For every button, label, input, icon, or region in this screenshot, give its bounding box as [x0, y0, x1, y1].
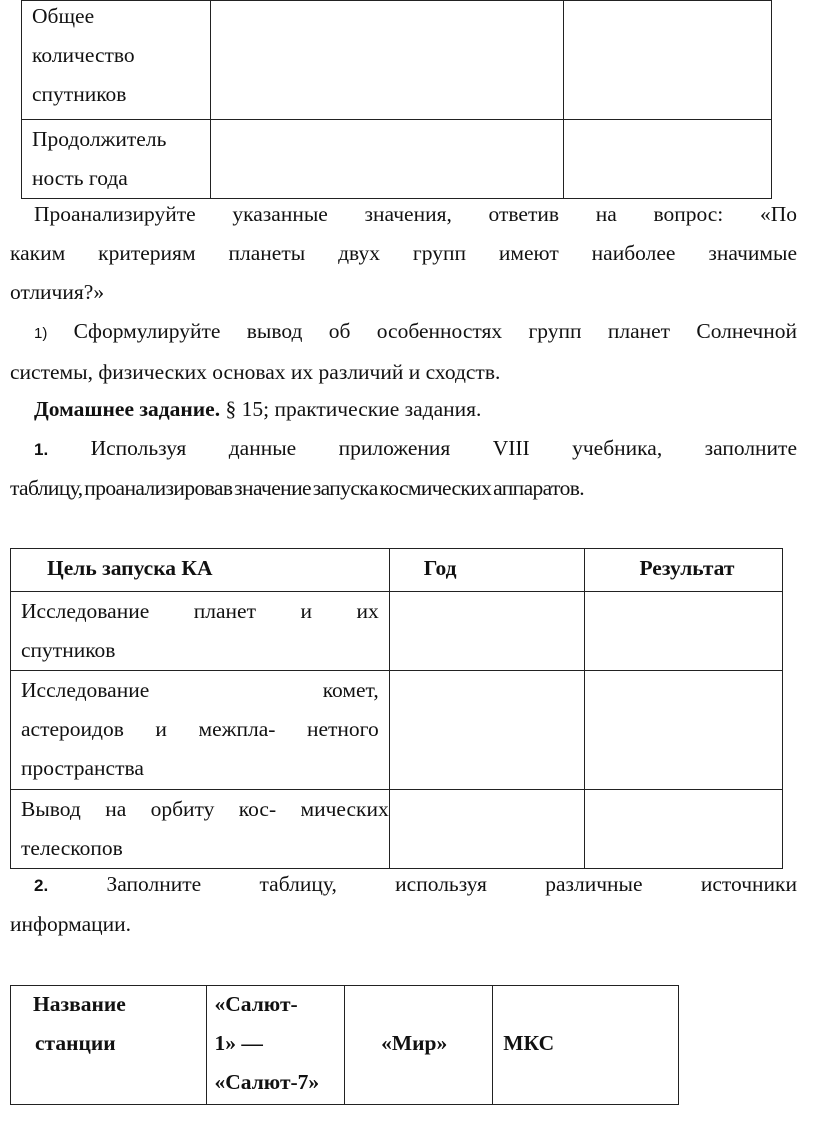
- goal-cell: Исследование планет и их спутников: [11, 592, 390, 671]
- table-row: [11, 790, 783, 869]
- station-cell: «Салют- 1» — «Салют-7»: [206, 986, 345, 1105]
- table-row: [22, 1, 772, 120]
- table-row: [11, 986, 679, 1105]
- row-label: Продолжитель ность года: [32, 127, 167, 190]
- station-cell: «Мир»: [345, 986, 493, 1105]
- goal-cell: Вывод на орбиту кос- мических телескопов: [11, 790, 390, 869]
- station-label-cell: Название станции: [11, 986, 207, 1105]
- empty-cell: [585, 790, 783, 869]
- row-label: Общее количество спутников: [32, 4, 135, 106]
- space-stations-table: [10, 985, 679, 1105]
- row-label-cell: [22, 1, 211, 120]
- task2-paragraph: 2. Заполните таблицу, используя различные источники информации.: [10, 872, 797, 936]
- table-row: [22, 120, 772, 199]
- table-header-row: [11, 549, 783, 592]
- empty-cell: [564, 120, 772, 199]
- task-number: 2.: [34, 876, 49, 895]
- homework-paragraph: Домашнее задание. § 15; практические задания.: [34, 397, 482, 421]
- table-row: [11, 592, 783, 671]
- header-cell: Результат: [585, 549, 783, 592]
- empty-cell: [389, 790, 585, 869]
- header-cell: Год: [389, 549, 585, 592]
- task1-paragraph: 1. Используя данные приложения VIII учебника, заполните таблицу, проанализировав значение запуска космических аппаратов.: [10, 436, 797, 500]
- header-cell: Цель запуска КА: [11, 549, 390, 592]
- station-cell: МКС: [493, 986, 679, 1105]
- empty-cell: [210, 120, 564, 199]
- spacecraft-launch-table: [10, 548, 783, 869]
- empty-cell: [210, 1, 564, 120]
- row-label-cell: [22, 120, 211, 199]
- homework-label: Домашнее задание.: [34, 397, 221, 421]
- conclusion-paragraph: 1) Сформулируйте вывод об особенностях групп планет Солнечной системы, физических основах их различий и сходств.: [10, 319, 797, 384]
- empty-cell: [585, 671, 783, 790]
- list-number: 1): [34, 325, 48, 342]
- planet-comparison-table: [21, 0, 772, 199]
- empty-cell: [564, 1, 772, 120]
- task-number: 1.: [34, 440, 49, 459]
- empty-cell: [389, 592, 585, 671]
- empty-cell: [389, 671, 585, 790]
- analyze-paragraph: Проанализируйте указанные значения, ответив на вопрос: «По каким критериям планеты двух групп имеют наиболее значимые отличия?»: [10, 202, 797, 304]
- table-row: [11, 671, 783, 790]
- goal-cell: Исследование комет, астероидов и межпла- нетного пространства: [11, 671, 390, 790]
- empty-cell: [585, 592, 783, 671]
